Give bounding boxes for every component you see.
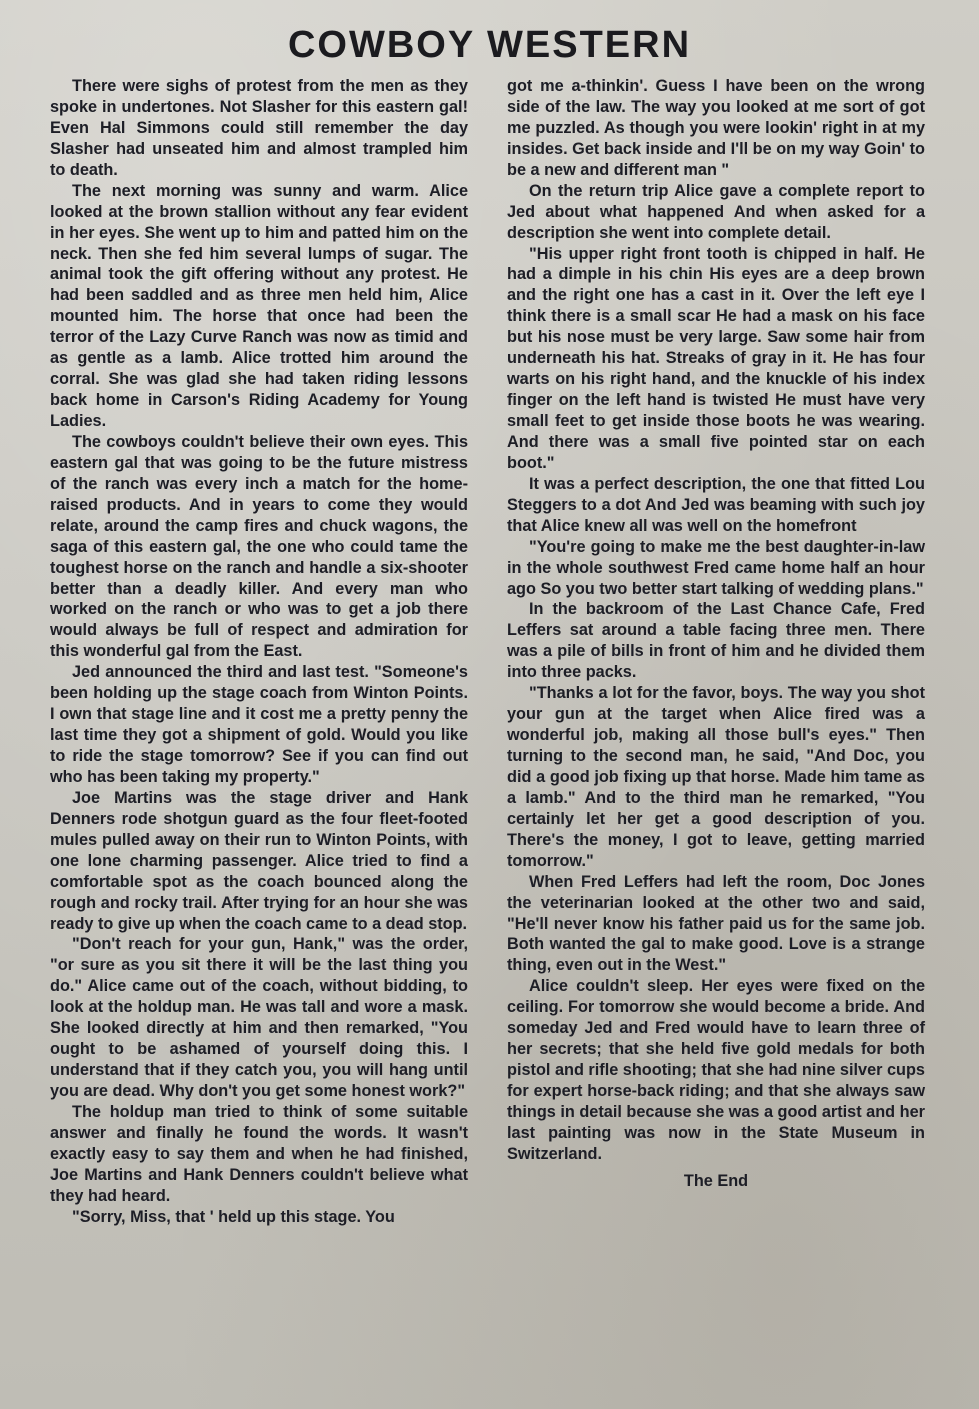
paragraph: In the backroom of the Last Chance Cafe, Fred Leffers sat around a table facing three men. There was a pile of bills in front of him and he divided them into three packs. <box>507 600 925 682</box>
paragraph: "You're going to make me the best daughter-in-law in the whole southwest Fred came home half an hour ago So you two better start talking of wedding plans." <box>507 537 925 598</box>
paragraph: Alice couldn't sleep. Her eyes were fixed on the ceiling. For tomorrow she would become a bride. And someday Jed and Fred would have to learn three of her secrets; that she held five gold medals for both pistol and rifle shooting; that she had nine silver cups for expert horse-back riding; and that she always saw things in detail because she was a good artist and her last painting was now in the State Museum in Switzerland. <box>507 977 925 1163</box>
paragraph: It was a perfect description, the one that fitted Lou Steggers to a dot And Jed was beaming with such joy that Alice knew all was well on the homefront <box>507 474 925 535</box>
paragraph: When Fred Leffers had left the room, Doc Jones the veterinarian looked at the other two and said, "He'll never know his father paid us for the same job. Both wanted the gal to make good. Love is a strange thing, even out in the West." <box>507 872 925 975</box>
paragraph: "Sorry, Miss, that ' held up this stage. You <box>72 1207 395 1226</box>
paragraph: There were sighs of protest from the men as they spoke in undertones. Not Slasher for this eastern gal! Even Hal Simmons could still remember the day Slasher had unseated him and almost trampled him to death. <box>50 77 468 179</box>
paragraph: The holdup man tried to think of some suitable answer and finally he found the words. It wasn't exactly easy to say them and when he had finished, Joe Martins and Hank Denners couldn't believe what they had heard. <box>50 1102 468 1205</box>
paragraph: "Thanks a lot for the favor, boys. The way you shot your gun at the target when Alice fired was a wonderful job, making all those bull's eyes." Then turning to the second man, he said, "And Doc, you did a good job fixing up that horse. Made him tame as a lamb." And to the third man he remarked, "You certainly let her get a good description of you. There's the money, I got to leave, getting married tomorrow." <box>507 684 925 870</box>
paragraph: Joe Martins was the stage driver and Hank Denners rode shotgun guard as the four fleet-footed mules pulled away on their run to Winton Points, with one lone charming passenger. Alice tried to find a comfortable spot as the coach bounced along the rough and rocky trail. After trying for an hour she was ready to give up when the coach came to a dead stop. <box>50 788 468 933</box>
paragraph: On the return trip Alice gave a complete report to Jed about what happened And when asked for a description she went into complete detail. <box>507 181 925 242</box>
paragraph: "His upper right front tooth is chipped in half. He had a dimple in his chin His eyes are a deep brown and the right one has a cast in it. Over the left eye I think there is a small scar He had a mask on his face but his nose must be very large. Saw some hair from underneath his hat. Streaks of gray in it. He has four warts on his right hand, and the knuckle of his index finger on the left hand is twisted He must have very small feet to get inside those boots he was wearing. And there was a small five pointed star on each boot." <box>507 244 925 472</box>
paragraph: "Don't reach for your gun, Hank," was the order, "or sure as you sit there it will be the last thing you do." Alice came out of the coach, without bidding, to look at the holdup man. He was tall and wore a mask. She looked directly at him and then remarked, "You ought to be ashamed of yourself doing this. I understand that if they catch you, you will hang until you are dead. Why don't you get some honest work?" <box>50 935 468 1100</box>
paragraph: Jed announced the third and last test. "Someone's been holding up the stage coach from Winton Points. I own that stage line and it cost me a pretty penny the last time they got a shipment of gold. Would you like to ride the stage tomorrow? See if you can find out who has been taking my property." <box>50 663 468 786</box>
paragraph: The cowboys couldn't believe their own eyes. This eastern gal that was going to be the future mistress of the ranch was every inch a match for the home-raised products. And in years to come they would relate, around the camp fires and chuck wagons, the saga of this eastern gal, the one who could tame the toughest horse on the ranch and handle a six-shooter better than a deadly killer. And every man who worked on the ranch or who was to get a job there would always be full of respect and admiration for this wonderful gal from the East. <box>50 432 468 661</box>
paragraph-continued: got me a-thinkin'. Guess I have been on the wrong side of the law. The way you looked at me sort of got me puzzled. As though you were lookin' right in at my insides. Get back inside and I'll be on my way Goin' to be a new and different man " <box>507 77 925 179</box>
the-end-label: The End <box>683 1171 749 1190</box>
page-title: COWBOY WESTERN <box>287 24 692 66</box>
left-column <box>50 76 468 1228</box>
right-column <box>507 76 925 1192</box>
paragraph: The next morning was sunny and warm. Alice looked at the brown stallion without any fear evident in her eyes. She went up to him and patted him on the neck. Then she fed him several lumps of sugar. The animal took the gift offering without any protest. He had been saddled and as three men held him, Alice mounted him. The horse that once had been the terror of the Lazy Curve Ranch was now as timid and as gentle as a lamb. Alice trotted him around the corral. She was glad she had taken riding lessons back home in Carson's Riding Academy for Young Ladies. <box>50 181 468 430</box>
